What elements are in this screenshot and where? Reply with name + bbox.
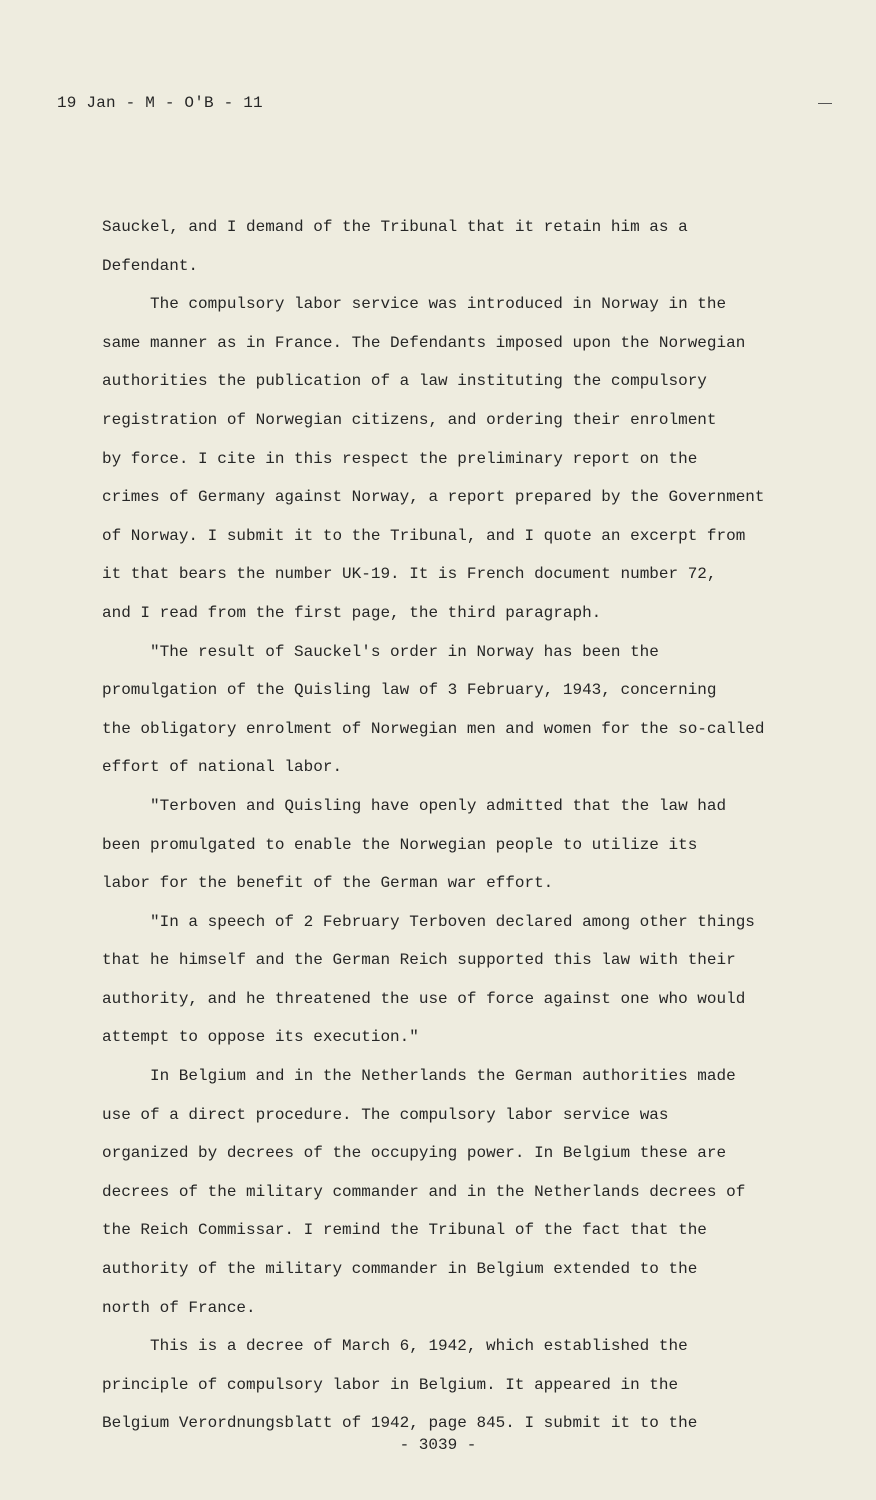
text-line: by force. I cite in this respect the preliminary report on the xyxy=(102,449,698,468)
page-number: - 3039 - xyxy=(399,1436,477,1454)
text-line: been promulgated to enable the Norwegian people to utilize its xyxy=(102,835,698,854)
text-line: The compulsory labor service was introduced in Norway in the xyxy=(150,295,727,314)
text-line: north of France. xyxy=(102,1298,256,1317)
text-line: This is a decree of March 6, 1942, which established the xyxy=(150,1337,688,1356)
paragraph xyxy=(102,633,782,787)
text-line: and I read from the first page, the third paragraph. xyxy=(102,603,602,622)
margin-mark xyxy=(818,103,832,104)
text-line: decrees of the military commander and in the Netherlands decrees of xyxy=(102,1182,746,1201)
text-line: the Reich Commissar. I remind the Tribunal of the fact that the xyxy=(102,1221,707,1240)
paragraph xyxy=(102,1327,782,1443)
text-line: Belgium Verordnungsblatt of 1942, page 845. I submit it to the xyxy=(102,1414,698,1433)
paragraph xyxy=(102,208,782,285)
page-reference-header: 19 Jan - M - O'B - 11 xyxy=(57,94,263,112)
text-line: the obligatory enrolment of Norwegian men and women for the so-called xyxy=(102,719,765,738)
text-line: registration of Norwegian citizens, and ordering their enrolment xyxy=(102,410,717,429)
text-line: labor for the benefit of the German war effort. xyxy=(102,874,554,893)
text-line: crimes of Germany against Norway, a report prepared by the Government xyxy=(102,488,765,507)
text-line: use of a direct procedure. The compulsory labor service was xyxy=(102,1105,669,1124)
text-line: of Norway. I submit it to the Tribunal, and I quote an excerpt from xyxy=(102,526,746,545)
text-line: effort of national labor. xyxy=(102,758,343,777)
text-line: attempt to oppose its execution." xyxy=(102,1028,419,1047)
text-line: authority of the military commander in Belgium extended to the xyxy=(102,1260,698,1279)
text-line: "Terboven and Quisling have openly admitted that the law had xyxy=(150,796,727,815)
paragraph xyxy=(102,787,782,903)
document-body xyxy=(102,208,782,1443)
paragraph xyxy=(102,1057,782,1327)
text-line: "The result of Sauckel's order in Norway has been the xyxy=(150,642,659,661)
text-line: promulgation of the Quisling law of 3 February, 1943, concerning xyxy=(102,681,717,700)
paragraph xyxy=(102,285,782,632)
text-line: authority, and he threatened the use of force against one who would xyxy=(102,989,746,1008)
text-line: it that bears the number UK-19. It is French document number 72, xyxy=(102,565,717,584)
text-line: same manner as in France. The Defendants imposed upon the Norwegian xyxy=(102,333,746,352)
text-line: Defendant. xyxy=(102,256,199,275)
text-line: authorities the publication of a law instituting the compulsory xyxy=(102,372,707,391)
text-line: Sauckel, and I demand of the Tribunal that it retain him as a xyxy=(102,218,688,236)
paragraph xyxy=(102,903,782,1057)
text-line: organized by decrees of the occupying power. In Belgium these are xyxy=(102,1144,727,1163)
text-line: In Belgium and in the Netherlands the German authorities made xyxy=(150,1067,736,1086)
text-line: "In a speech of 2 February Terboven declared among other things xyxy=(150,912,755,931)
text-line: principle of compulsory labor in Belgium. It appeared in the xyxy=(102,1375,679,1394)
text-line: that he himself and the German Reich supported this law with their xyxy=(102,951,736,970)
